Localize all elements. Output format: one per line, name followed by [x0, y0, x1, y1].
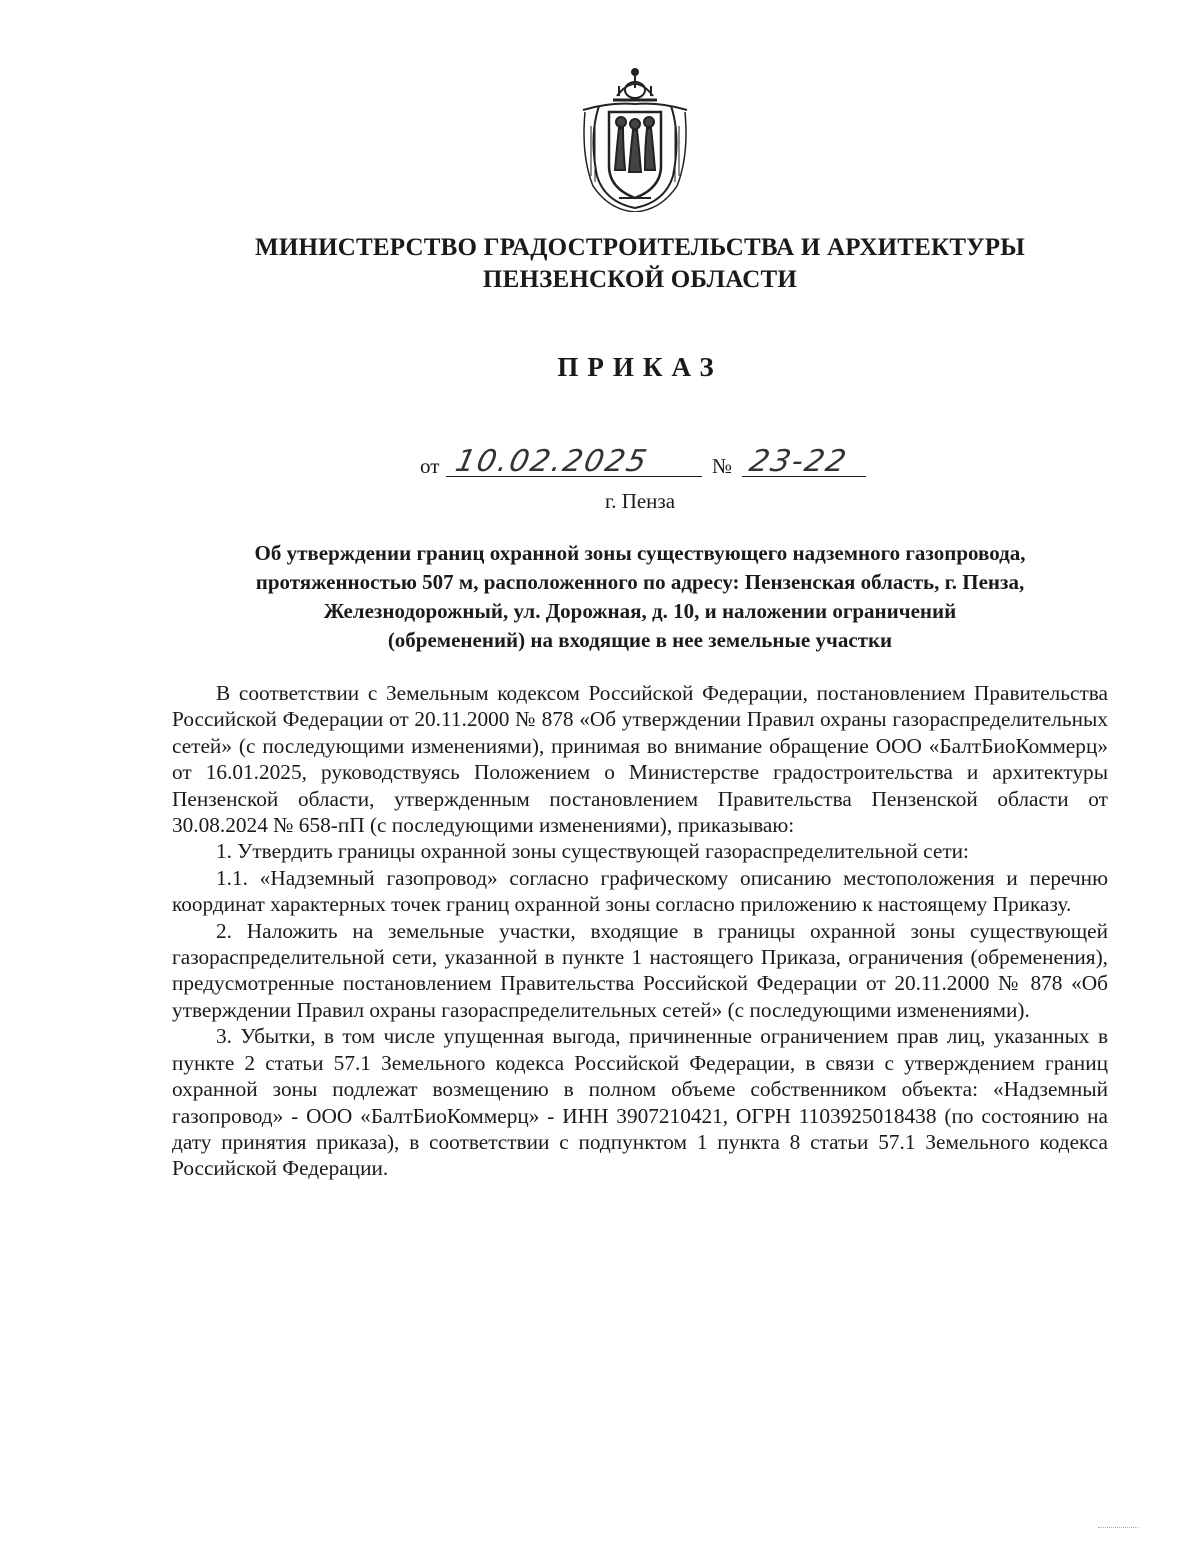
order-subject [150, 539, 1130, 655]
subject-line-2: протяженностью 507 м, расположенного по адресу: Пензенская область, г. Пенза, [255, 570, 1025, 594]
order-body [172, 680, 1108, 1182]
coat-of-arms-icon [579, 66, 691, 212]
subject-line-1: Об утверждении границ охранной зоны существующего надземного газопровода, [254, 541, 1026, 565]
city-name: г. Пенза [604, 489, 676, 513]
item-1-1-paragraph: 1.1. «Надземный газопровод» согласно графическому описанию местоположения и перечню координат характерных точек границ охранной зоны согласно приложению к настоящему Приказу. [172, 865, 1108, 917]
preamble-paragraph: В соответствии с Земельным кодексом Российской Федерации, постановлением Правительства Российской Федерации от 20.11.2000 № 878 «Об утверждении Правил охраны газораспределительных сетей» (с последующими изменениями), принимая во внимание обращение ООО «БалтБиоКоммерц» от 16.01.2025, руководствуясь Положением о Министерстве градостроительства и архитектуры Пензенской области, утвержденным постановлением Правительства Пензенской области от 30.08.2024 № 658-пП (с последующими изменениями), приказываю: [172, 681, 1108, 838]
number-value-handwritten: 23-22 [746, 444, 851, 479]
date-label: от [420, 454, 440, 478]
date-number-row [420, 446, 860, 482]
number-label: № [712, 454, 733, 478]
item-1-paragraph: 1. Утвердить границы охранной зоны существующей газораспределительной сети: [216, 839, 969, 864]
document-type-title: ПРИКАЗ [557, 352, 723, 382]
page-edge-mark [1098, 1527, 1138, 1528]
ministry-line-2: ПЕНЗЕНСКОЙ ОБЛАСТИ [482, 266, 798, 293]
item-3-paragraph: 3. Убытки, в том числе упущенная выгода, причиненные ограничением прав лиц, указанных в пункте 2 статьи 57.1 Земельного кодекса Российской Федерации, в связи с утверждением границ охранной зоны подлежат возмещению в полном объеме собственником объекта: «Надземный газопровод» - ООО «БалтБиоКоммерц» - ИНН 3907210421, ОГРН 1103925018438 (по состоянию на дату принятия приказа), в соответствии с подпунктом 1 пункта 8 статьи 57.1 Земельного кодекса Российской Федерации. [172, 1024, 1108, 1181]
item-2-paragraph: 2. Наложить на земельные участки, входящие в границы охранной зоны существующей газораспределительной сети, указанной в пункте 1 настоящего Приказа, ограничения (обременения), предусмотренные постановлением Правительства Российской Федерации от 20.11.2000 № 878 «Об утверждении Правил охраны газораспределительных сетей» (с последующими изменениями). [172, 918, 1108, 1022]
ministry-line-1: МИНИСТЕРСТВО ГРАДОСТРОИТЕЛЬСТВА И АРХИТЕКТУРЫ [255, 234, 1025, 261]
subject-line-3: Железнодорожный, ул. Дорожная, д. 10, и наложении ограничений [323, 599, 957, 623]
date-value-handwritten: 10.02.2025 [452, 444, 652, 479]
subject-line-4: (обременений) на входящие в нее земельные участки [387, 628, 893, 652]
ministry-name [100, 232, 1180, 296]
